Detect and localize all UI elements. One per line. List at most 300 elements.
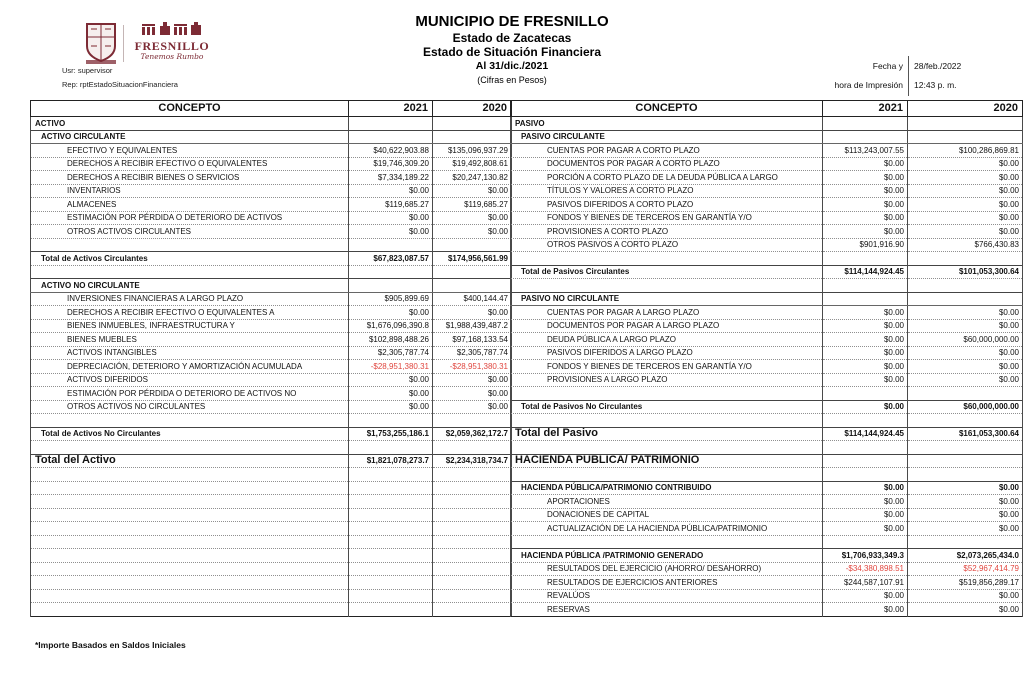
concept-cell: RESULTADOS DE EJERCICIOS ANTERIORES — [511, 576, 823, 590]
concept-cell: RESULTADOS DEL EJERCICIO (AHORRO/ DESAHORRO) — [511, 562, 823, 576]
table-row — [511, 117, 1023, 131]
concept-cell: PASIVO CIRCULANTE — [511, 130, 823, 144]
concept-cell: ALMACENES — [31, 198, 349, 212]
concept-cell — [31, 549, 349, 563]
value-2021-cell — [349, 265, 433, 279]
concept-cell — [511, 279, 823, 293]
concept-cell: Total del Activo — [31, 454, 349, 468]
concept-cell — [31, 265, 349, 279]
subtitle-statement: Estado de Situación Financiera — [422, 45, 602, 59]
value-2021-cell: $0.00 — [349, 306, 433, 320]
value-2020-cell: $0.00 — [433, 211, 512, 225]
table-row — [31, 157, 512, 171]
table-row — [511, 252, 1023, 266]
concept-cell: DERECHOS A RECIBIR BIENES O SERVICIOS — [31, 171, 349, 185]
concept-cell: EFECTIVO Y EQUIVALENTES — [31, 144, 349, 158]
table-row — [31, 468, 512, 482]
value-2021-cell: $244,587,107.91 — [823, 576, 908, 590]
value-2021-cell — [349, 535, 433, 549]
table-row — [511, 279, 1023, 293]
value-2020-cell: $0.00 — [908, 184, 1023, 198]
value-2020-cell: $0.00 — [908, 495, 1023, 509]
table-row — [31, 117, 512, 131]
column-header-year: 2020 — [433, 101, 512, 117]
subtitle-units: (Cifras en Pesos) — [477, 75, 547, 85]
concept-cell: PASIVO NO CIRCULANTE — [511, 292, 823, 306]
table-row — [31, 238, 512, 252]
value-2020-cell: $766,430.83 — [908, 238, 1023, 252]
table-row — [511, 319, 1023, 333]
concept-cell — [511, 414, 823, 428]
value-2021-cell: $19,746,309.20 — [349, 157, 433, 171]
concept-cell — [31, 535, 349, 549]
value-2020-cell — [433, 549, 512, 563]
value-2020-cell — [433, 576, 512, 590]
value-2020-cell: $0.00 — [433, 306, 512, 320]
table-row — [511, 535, 1023, 549]
value-2021-cell: -$28,951,380.31 — [349, 360, 433, 374]
value-2020-cell — [908, 279, 1023, 293]
concept-cell: INVERSIONES FINANCIERAS A LARGO PLAZO — [31, 292, 349, 306]
concept-cell — [31, 468, 349, 482]
value-2021-cell: $102,898,488.26 — [349, 333, 433, 347]
table-row — [511, 198, 1023, 212]
table-row — [31, 508, 512, 522]
value-2021-cell: $0.00 — [349, 184, 433, 198]
value-2021-cell — [349, 279, 433, 293]
column-header-concepto: CONCEPTO — [31, 101, 349, 117]
value-2021-cell — [823, 468, 908, 482]
table-row — [31, 306, 512, 320]
table-row — [511, 387, 1023, 401]
concept-cell — [31, 495, 349, 509]
value-2020-cell: $20,247,130.82 — [433, 171, 512, 185]
concept-cell — [31, 603, 349, 617]
value-2021-cell: $114,144,924.45 — [823, 265, 908, 279]
table-row — [31, 360, 512, 374]
value-2020-cell: $0.00 — [908, 306, 1023, 320]
concept-cell: Total de Pasivos No Circulantes — [511, 400, 823, 414]
value-2020-cell: $0.00 — [908, 157, 1023, 171]
column-header-row — [511, 101, 1023, 117]
concept-cell — [511, 468, 823, 482]
table-row — [511, 508, 1023, 522]
table-row — [31, 481, 512, 495]
concept-cell: ESTIMACIÓN POR PÉRDIDA O DETERIORO DE ACTIVOS NO — [31, 387, 349, 401]
value-2021-cell: $901,916.90 — [823, 238, 908, 252]
crest-caption — [86, 60, 116, 64]
value-2020-cell — [908, 414, 1023, 428]
value-2021-cell — [349, 130, 433, 144]
concept-cell: HACIENDA PÚBLICA /PATRIMONIO GENERADO — [511, 549, 823, 563]
value-2021-cell: $2,305,787.74 — [349, 346, 433, 360]
value-2020-cell: $60,000,000.00 — [908, 400, 1023, 414]
concept-cell: CUENTAS POR PAGAR A CORTO PLAZO — [511, 144, 823, 158]
table-row — [31, 346, 512, 360]
value-2020-cell — [433, 238, 512, 252]
concept-cell: ACTUALIZACIÓN DE LA HACIENDA PÚBLICA/PATRIMONIO — [511, 522, 823, 536]
table-row — [511, 333, 1023, 347]
table-row — [511, 144, 1023, 158]
subtitle-state: Estado de Zacatecas — [452, 31, 572, 45]
value-2020-cell — [433, 130, 512, 144]
table-row — [31, 495, 512, 509]
value-2020-cell — [908, 441, 1023, 455]
value-2021-cell: $0.00 — [349, 373, 433, 387]
table-row — [511, 130, 1023, 144]
value-2020-cell — [433, 603, 512, 617]
table-row — [31, 562, 512, 576]
value-2021-cell: $0.00 — [823, 198, 908, 212]
concept-cell: BIENES MUEBLES — [31, 333, 349, 347]
concept-cell — [31, 441, 349, 455]
value-2021-cell: $113,243,007.55 — [823, 144, 908, 158]
concept-cell: CUENTAS POR PAGAR A LARGO PLAZO — [511, 306, 823, 320]
table-row — [31, 292, 512, 306]
concept-cell: ACTIVOS DIFERIDOS — [31, 373, 349, 387]
table-row — [31, 279, 512, 293]
table-row — [31, 549, 512, 563]
table-row — [511, 292, 1023, 306]
table-row — [31, 589, 512, 603]
table-row — [31, 171, 512, 185]
report-titles — [262, 13, 762, 86]
value-2020-cell: $0.00 — [908, 211, 1023, 225]
value-2021-cell: $0.00 — [823, 373, 908, 387]
table-row — [511, 427, 1023, 441]
concept-cell: FONDOS Y BIENES DE TERCEROS EN GARANTÍA Y/O — [511, 211, 823, 225]
value-2021-cell: $0.00 — [823, 481, 908, 495]
value-2021-cell: $0.00 — [823, 171, 908, 185]
value-2021-cell — [349, 522, 433, 536]
value-2021-cell: $0.00 — [823, 211, 908, 225]
table-row — [31, 522, 512, 536]
value-2020-cell: $0.00 — [908, 360, 1023, 374]
value-2021-cell — [349, 549, 433, 563]
value-2020-cell: $174,956,561.99 — [433, 252, 512, 266]
value-2020-cell: $60,000,000.00 — [908, 333, 1023, 347]
concept-cell — [31, 414, 349, 428]
value-2021-cell: $1,821,078,273.7 — [349, 454, 433, 468]
value-2020-cell: $0.00 — [908, 198, 1023, 212]
table-row — [511, 400, 1023, 414]
concept-cell: Total de Pasivos Circulantes — [511, 265, 823, 279]
fresnillo-logo — [128, 22, 216, 61]
table-row — [511, 576, 1023, 590]
value-2020-cell — [433, 508, 512, 522]
value-2020-cell — [433, 495, 512, 509]
value-2021-cell: $0.00 — [823, 346, 908, 360]
table-row — [511, 360, 1023, 374]
concept-cell: PROVISIONES A CORTO PLAZO — [511, 225, 823, 239]
table-row — [511, 468, 1023, 482]
table-row — [31, 427, 512, 441]
table-row — [511, 157, 1023, 171]
value-2021-cell — [349, 508, 433, 522]
value-2021-cell — [349, 576, 433, 590]
table-row — [31, 454, 512, 468]
value-2020-cell — [908, 130, 1023, 144]
value-2020-cell: -$28,951,380.31 — [433, 360, 512, 374]
concept-cell: Total del Pasivo — [511, 427, 823, 441]
pasivo-patrimonio-table — [510, 100, 1023, 617]
value-2020-cell: $519,856,289.17 — [908, 576, 1023, 590]
value-2021-cell: $0.00 — [823, 319, 908, 333]
table-row — [31, 211, 512, 225]
concept-cell — [31, 576, 349, 590]
value-2020-cell: $2,073,265,434.0 — [908, 549, 1023, 563]
value-2020-cell: $0.00 — [433, 373, 512, 387]
concept-cell: HACIENDA PÚBLICA/PATRIMONIO CONTRIBUIDO — [511, 481, 823, 495]
print-time: 12:43 p. m. — [914, 80, 957, 90]
value-2021-cell: $119,685.27 — [349, 198, 433, 212]
table-row — [511, 238, 1023, 252]
value-2021-cell: $0.00 — [823, 589, 908, 603]
value-2021-cell — [349, 468, 433, 482]
concept-cell — [511, 535, 823, 549]
table-row — [31, 414, 512, 428]
concept-cell — [511, 387, 823, 401]
value-2021-cell: $1,706,933,349.3 — [823, 549, 908, 563]
table-row — [31, 319, 512, 333]
concept-cell: DERECHOS A RECIBIR EFECTIVO O EQUIVALENTES A — [31, 306, 349, 320]
value-2021-cell: $0.00 — [823, 508, 908, 522]
value-2020-cell — [908, 117, 1023, 131]
concept-cell: DOCUMENTOS POR PAGAR A CORTO PLAZO — [511, 157, 823, 171]
value-2020-cell: $0.00 — [908, 522, 1023, 536]
table-row — [511, 171, 1023, 185]
table-row — [511, 414, 1023, 428]
value-2020-cell — [433, 562, 512, 576]
value-2020-cell: $52,967,414.79 — [908, 562, 1023, 576]
table-row — [31, 441, 512, 455]
column-header-row — [31, 101, 512, 117]
value-2020-cell: $0.00 — [908, 373, 1023, 387]
concept-cell — [31, 508, 349, 522]
value-2021-cell — [823, 130, 908, 144]
table-row — [511, 373, 1023, 387]
concept-cell: OTROS ACTIVOS NO CIRCULANTES — [31, 400, 349, 414]
value-2021-cell: $0.00 — [823, 225, 908, 239]
table-row — [31, 535, 512, 549]
value-2021-cell — [823, 292, 908, 306]
value-2021-cell — [823, 387, 908, 401]
table-row — [31, 144, 512, 158]
value-2021-cell: $0.00 — [823, 184, 908, 198]
value-2021-cell: $0.00 — [823, 603, 908, 617]
value-2020-cell — [433, 441, 512, 455]
value-2021-cell — [349, 238, 433, 252]
table-row — [31, 576, 512, 590]
value-2021-cell: $905,899.69 — [349, 292, 433, 306]
value-2021-cell — [349, 562, 433, 576]
concept-cell: OTROS ACTIVOS CIRCULANTES — [31, 225, 349, 239]
value-2020-cell — [433, 279, 512, 293]
value-2020-cell — [908, 252, 1023, 266]
value-2021-cell: $0.00 — [823, 333, 908, 347]
column-header-year: 2020 — [908, 101, 1023, 117]
value-2021-cell: $0.00 — [349, 211, 433, 225]
table-row — [31, 387, 512, 401]
value-2020-cell: $135,096,937.29 — [433, 144, 512, 158]
table-row — [31, 198, 512, 212]
value-2020-cell — [433, 265, 512, 279]
value-2020-cell: $2,305,787.74 — [433, 346, 512, 360]
value-2021-cell — [349, 495, 433, 509]
value-2020-cell: $0.00 — [908, 171, 1023, 185]
value-2021-cell — [823, 414, 908, 428]
table-row — [511, 549, 1023, 563]
concept-cell: RESERVAS — [511, 603, 823, 617]
table-row — [511, 441, 1023, 455]
table-row — [511, 589, 1023, 603]
table-row — [511, 346, 1023, 360]
concept-cell: PASIVO — [511, 117, 823, 131]
value-2021-cell: -$34,380,898.51 — [823, 562, 908, 576]
value-2020-cell: $0.00 — [908, 589, 1023, 603]
value-2021-cell: $0.00 — [823, 306, 908, 320]
value-2021-cell: $114,144,924.45 — [823, 427, 908, 441]
table-row — [511, 184, 1023, 198]
table-row — [511, 495, 1023, 509]
table-row — [511, 522, 1023, 536]
value-2020-cell: $2,234,318,734.7 — [433, 454, 512, 468]
value-2020-cell: $0.00 — [908, 346, 1023, 360]
value-2020-cell: $0.00 — [908, 603, 1023, 617]
concept-cell: ACTIVOS INTANGIBLES — [31, 346, 349, 360]
value-2020-cell: $0.00 — [433, 225, 512, 239]
value-2021-cell: $0.00 — [823, 522, 908, 536]
value-2021-cell: $0.00 — [349, 225, 433, 239]
value-2021-cell: $0.00 — [349, 387, 433, 401]
table-row — [511, 481, 1023, 495]
concept-cell: HACIENDA PÚBLICA/ PATRIMONIO — [511, 454, 823, 468]
logo-wordmark: FRESNILLO — [134, 39, 210, 53]
value-2020-cell: $2,059,362,172.7 — [433, 427, 512, 441]
value-2020-cell: $0.00 — [433, 387, 512, 401]
concept-cell: FONDOS Y BIENES DE TERCEROS EN GARANTÍA Y/O — [511, 360, 823, 374]
concept-cell: ACTIVO — [31, 117, 349, 131]
concept-cell: PROVISIONES A LARGO PLAZO — [511, 373, 823, 387]
value-2020-cell: $0.00 — [908, 508, 1023, 522]
value-2021-cell — [823, 252, 908, 266]
concept-cell — [31, 522, 349, 536]
value-2020-cell — [908, 535, 1023, 549]
concept-cell: BIENES INMUEBLES, INFRAESTRUCTURA Y — [31, 319, 349, 333]
activo-table — [30, 100, 512, 617]
value-2020-cell: $97,168,133.54 — [433, 333, 512, 347]
table-row — [31, 252, 512, 266]
value-2020-cell — [433, 522, 512, 536]
concept-cell: PASIVOS DIFERIDOS A CORTO PLAZO — [511, 198, 823, 212]
concept-cell: Total de Activos Circulantes — [31, 252, 349, 266]
value-2021-cell — [349, 414, 433, 428]
table-row — [511, 211, 1023, 225]
value-2020-cell — [908, 292, 1023, 306]
table-row — [511, 454, 1023, 468]
logo-slogan: Tenemos Rumbo — [140, 52, 204, 61]
value-2020-cell — [433, 535, 512, 549]
concept-cell: ESTIMACIÓN POR PÉRDIDA O DETERIORO DE ACTIVOS — [31, 211, 349, 225]
print-info-values — [914, 57, 1019, 95]
value-2020-cell: $100,286,869.81 — [908, 144, 1023, 158]
table-row — [511, 265, 1023, 279]
table-row — [31, 333, 512, 347]
value-2021-cell: $0.00 — [349, 400, 433, 414]
value-2020-cell — [433, 481, 512, 495]
subtitle-date: Al 31/dic./2021 — [475, 60, 549, 72]
value-2021-cell — [349, 117, 433, 131]
table-row — [31, 400, 512, 414]
value-2021-cell — [823, 441, 908, 455]
value-2020-cell: $0.00 — [908, 481, 1023, 495]
table-row — [31, 130, 512, 144]
concept-cell: INVENTARIOS — [31, 184, 349, 198]
concept-cell: ACTIVO NO CIRCULANTE — [31, 279, 349, 293]
value-2020-cell — [908, 468, 1023, 482]
value-2021-cell: $1,753,255,186.1 — [349, 427, 433, 441]
value-2020-cell: $1,988,439,487.2 — [433, 319, 512, 333]
value-2021-cell — [823, 535, 908, 549]
value-2021-cell: $67,823,087.57 — [349, 252, 433, 266]
table-row — [31, 184, 512, 198]
table-row — [511, 306, 1023, 320]
value-2020-cell: $101,053,300.64 — [908, 265, 1023, 279]
concept-cell — [31, 562, 349, 576]
concept-cell: PORCIÓN A CORTO PLAZO DE LA DEUDA PÚBLICA A LARGO — [511, 171, 823, 185]
value-2020-cell — [433, 589, 512, 603]
value-2021-cell — [823, 454, 908, 468]
value-2021-cell: $0.00 — [823, 360, 908, 374]
table-row — [31, 225, 512, 239]
concept-cell: REVALÚOS — [511, 589, 823, 603]
concept-cell — [31, 589, 349, 603]
concept-cell — [511, 441, 823, 455]
value-2020-cell — [433, 117, 512, 131]
column-header-year: 2021 — [823, 101, 908, 117]
user-line: Usr: supervisor — [62, 66, 113, 75]
print-label-line2: hora de Impresión — [834, 80, 903, 90]
print-info-labels — [755, 57, 903, 95]
table-row — [511, 225, 1023, 239]
concept-cell: DEUDA PÚBLICA A LARGO PLAZO — [511, 333, 823, 347]
value-2020-cell: $119,685.27 — [433, 198, 512, 212]
value-2021-cell: $0.00 — [823, 157, 908, 171]
report-line: Rep: rptEstadoSituacionFinanciera — [62, 80, 178, 89]
page-title: MUNICIPIO DE FRESNILLO — [415, 13, 609, 30]
value-2020-cell: $0.00 — [433, 400, 512, 414]
value-2021-cell — [823, 117, 908, 131]
column-header-concepto: CONCEPTO — [511, 101, 823, 117]
value-2021-cell — [349, 603, 433, 617]
value-2020-cell — [908, 387, 1023, 401]
value-2021-cell — [823, 279, 908, 293]
concept-cell: DOCUMENTOS POR PAGAR A LARGO PLAZO — [511, 319, 823, 333]
column-header-year: 2021 — [349, 101, 433, 117]
concept-cell: DERECHOS A RECIBIR EFECTIVO O EQUIVALENTES — [31, 157, 349, 171]
value-2021-cell: $0.00 — [823, 495, 908, 509]
footnote: *Importe Basados en Saldos Iniciales — [35, 640, 186, 650]
table-row — [31, 373, 512, 387]
logo-divider — [123, 25, 124, 62]
print-info-divider — [908, 56, 909, 96]
value-2020-cell: $19,492,808.61 — [433, 157, 512, 171]
concept-cell: OTROS PASIVOS A CORTO PLAZO — [511, 238, 823, 252]
value-2020-cell — [908, 454, 1023, 468]
concept-cell — [31, 238, 349, 252]
concept-cell: DONACIONES DE CAPITAL — [511, 508, 823, 522]
value-2020-cell: $0.00 — [908, 319, 1023, 333]
